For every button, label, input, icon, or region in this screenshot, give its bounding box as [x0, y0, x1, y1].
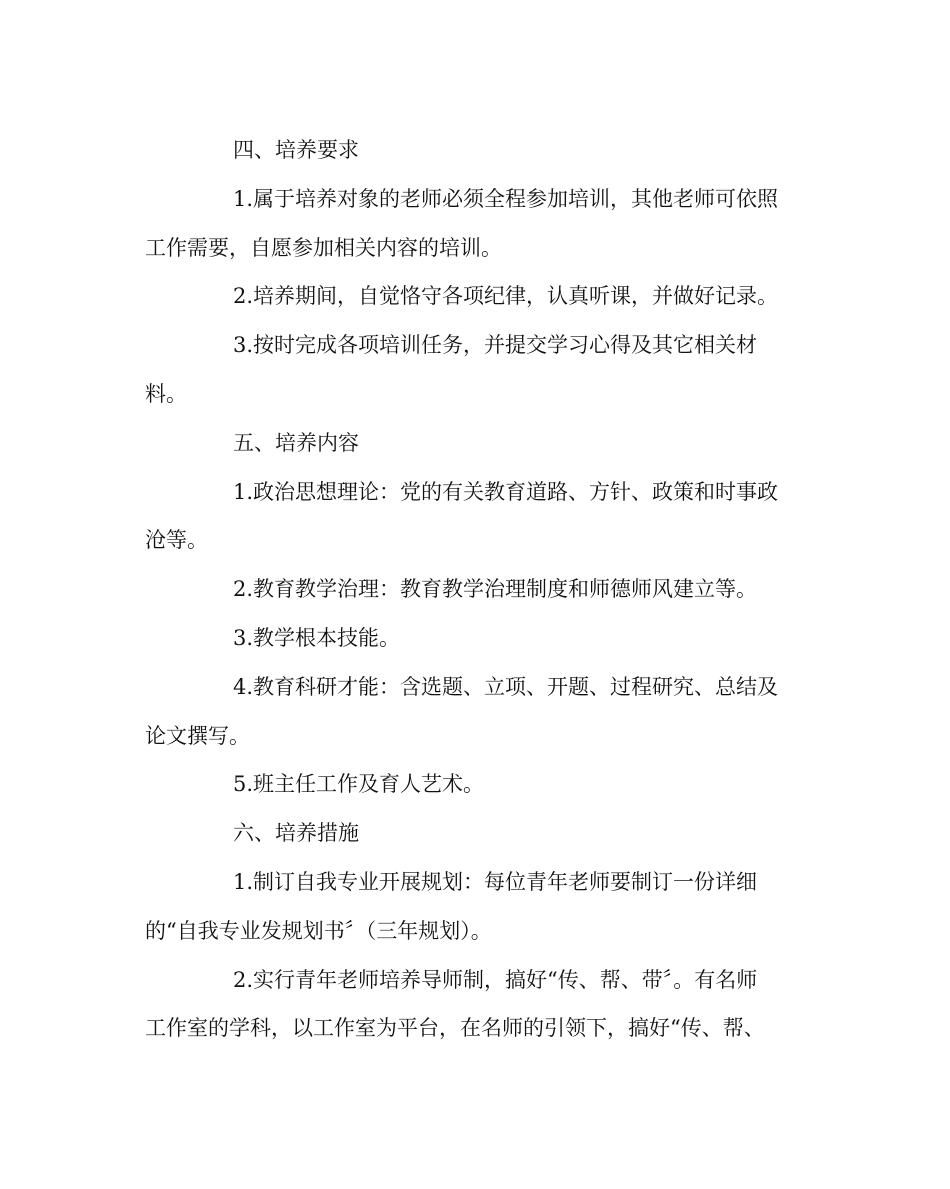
paragraph-line: 3.按时完成各项培训任务，并提交学习心得及其它相关材	[233, 333, 758, 358]
paragraph-line: 1.制订自我专业开展规划：每位青年老师要制订一份详细	[233, 869, 758, 894]
paragraph-line: 2.实行青年老师培养导师制，搞好“传、帮、带〞。有名师	[233, 967, 758, 992]
paragraph-line: 2.教育教学治理：教育教学治理制度和师德师风建立等。	[233, 577, 758, 602]
paragraph-line: 5.班主任工作及育人艺术。	[233, 772, 485, 797]
paragraph-line: 的“自我专业发规划书〞（三年规划）。	[145, 918, 492, 943]
section-heading-measures: 六、培养措施	[233, 821, 359, 846]
paragraph-line: 1.属于培养对象的老师必须全程参加培训，其他老师可依照	[233, 186, 779, 211]
paragraph-line: 2.培养期间，自觉恪守各项纪律，认真听课，并做好记录。	[233, 284, 779, 309]
section-heading-content: 五、培养内容	[233, 430, 359, 455]
paragraph-line: 工作室的学科，以工作室为平台，在名师的引领下，搞好“传、帮、	[145, 1016, 765, 1041]
paragraph-line: 工作需要，自愿参加相关内容的培训。	[145, 235, 502, 260]
section-heading-requirements: 四、培养要求	[233, 138, 359, 162]
paragraph-line: 4.教育科研才能：含选题、立项、开题、过程研究、总结及	[233, 674, 779, 699]
paragraph-line: 1.政治思想理论：党的有关教育道路、方针、政策和时事政	[233, 479, 779, 504]
paragraph-line: 料。	[145, 381, 187, 406]
document-body	[145, 126, 805, 1053]
paragraph-line: 3.教学根本技能。	[233, 625, 401, 650]
paragraph-line: 沧等。	[145, 528, 208, 553]
paragraph-line: 论文撰写。	[145, 723, 250, 748]
